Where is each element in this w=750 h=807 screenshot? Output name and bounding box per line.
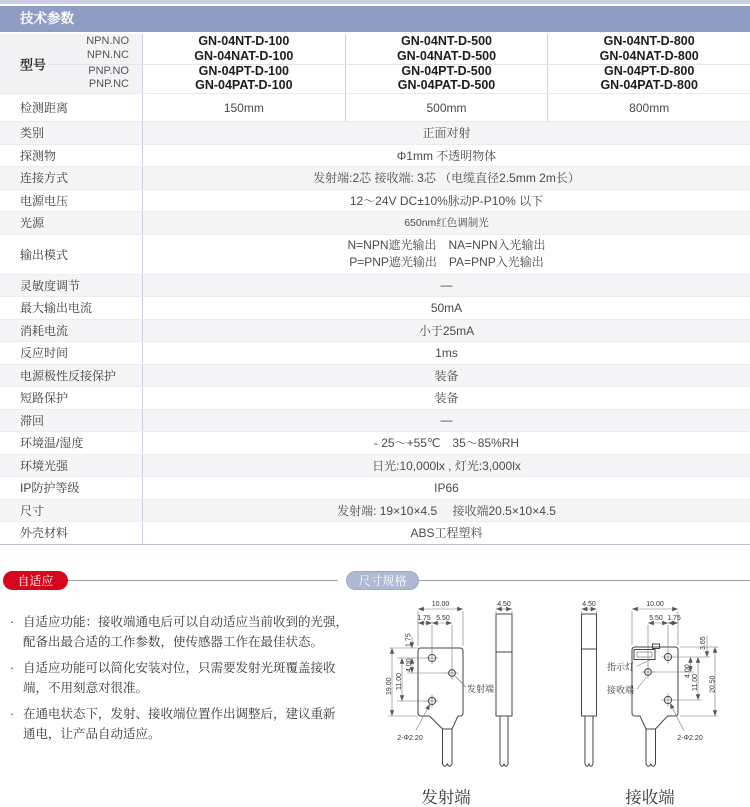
dimension-label: 11.00 — [396, 673, 403, 690]
table-row — [0, 145, 750, 168]
note-text: 自适应功能：接收端通电后可以自动适应当前收到的光强， — [23, 615, 349, 629]
row-label: 输出模式 — [0, 235, 143, 274]
row-label: 环境温/湿度 — [0, 432, 143, 454]
row-value: 1ms — [435, 345, 458, 360]
row-label: 电源极性反接保护 — [0, 365, 143, 387]
sublabel: NPN.NC — [86, 48, 129, 61]
row-label: 尺寸 — [0, 500, 143, 522]
row-label: 光源 — [0, 212, 143, 234]
pnp-sublabels — [86, 64, 129, 94]
dimension-label: 10.00 — [431, 601, 450, 608]
note-item — [8, 612, 348, 652]
note-item — [8, 658, 348, 698]
row-value: 装备 — [434, 391, 459, 406]
distance-value: 800mm — [629, 100, 670, 115]
sublabel: NPN.NO — [86, 35, 129, 48]
table-row — [0, 320, 750, 343]
distance-row — [0, 94, 750, 122]
adaptive-badge: 自适应 — [3, 571, 68, 590]
adaptive-section-line — [68, 580, 338, 581]
model-number: GN-04NT-D-800 — [603, 34, 695, 49]
table-row — [0, 455, 750, 478]
row-label: 探测物 — [0, 145, 143, 167]
model-number: GN-04NT-D-100 — [198, 34, 290, 49]
table-row — [0, 297, 750, 320]
dimension-drawings — [350, 590, 750, 807]
dimension-section-line — [419, 580, 750, 581]
table-row — [0, 122, 750, 145]
model-number: GN-04PAT-D-800 — [600, 78, 698, 93]
model-number: GN-04PAT-D-100 — [195, 78, 293, 93]
dimension-label: 20.50 — [709, 675, 717, 693]
transmitter-pointer-label: 发射端 — [467, 684, 495, 694]
model-row-divider — [48, 64, 750, 65]
sublabel: PNP.NC — [88, 78, 129, 91]
table-row — [0, 275, 750, 298]
row-value: 小于25mA — [418, 323, 475, 338]
receiver-pointer-label: 接收端 — [607, 685, 635, 695]
table-row — [0, 342, 750, 365]
table-row — [0, 432, 750, 455]
row-value: — — [440, 413, 453, 428]
row-value: 12～24V DC±10%脉动P-P10% 以下 — [349, 193, 544, 208]
model-row — [0, 34, 750, 94]
row-value — [143, 235, 750, 274]
dimension-label: 11.00 — [692, 674, 699, 691]
table-row — [0, 235, 750, 275]
note-text: 在通电状态下，发射、接收端位置作出调整后，建议重新 — [23, 707, 336, 721]
row-label: IP防护等级 — [0, 477, 143, 499]
dimension-label: 4.50 — [582, 601, 596, 608]
model-number: GN-04NAT-D-100 — [194, 48, 294, 63]
dimension-badge: 尺寸规格 — [346, 571, 419, 590]
model-number: GN-04NT-D-500 — [401, 34, 492, 49]
model-number: GN-04NAT-D-800 — [599, 48, 699, 63]
model-number: GN-04PAT-D-500 — [397, 78, 496, 93]
note-text: 配备出最合适的工作参数，使传感器工作在最佳状态。 — [23, 635, 324, 649]
note-text: 自适应功能可以简化安装对位，只需要发射光斑覆盖接收 — [23, 661, 336, 675]
table-row — [0, 167, 750, 190]
note-text: 端，不用刻意对很准。 — [23, 681, 149, 695]
led-pointer-label: 指示灯 — [607, 662, 635, 672]
npn-sublabels — [86, 34, 129, 64]
row-label: 反应时间 — [0, 342, 143, 364]
row-value: 正面对射 — [422, 126, 471, 141]
table-row — [0, 522, 750, 545]
table-row — [0, 477, 750, 500]
row-value: 发射端: 19×10×4.5 接收端20.5×10×4.5 — [337, 503, 556, 518]
row-value: 50mA — [430, 300, 463, 315]
row-value: — — [440, 278, 453, 293]
row-label: 滞回 — [0, 410, 143, 432]
section-title-bar — [0, 6, 750, 32]
row-label: 灵敏度调节 — [0, 275, 143, 297]
sublabel: PNP.NO — [88, 64, 129, 77]
transmitter-caption: 发射端 — [421, 789, 471, 807]
row-value: Φ1mm 不透明物体 — [396, 148, 497, 163]
row-value: 发射端:2芯 接收端: 3芯 （电缆直径2.5mm 2m长） — [313, 171, 580, 186]
row-label: 环境光强 — [0, 455, 143, 477]
bullet-marker: · — [10, 615, 15, 629]
output-mode-line: N=NPN遮光输出 NA=NPN入光输出 — [347, 238, 546, 252]
distance-value: 500mm — [346, 94, 549, 121]
dimension-label: 19.00 — [386, 677, 393, 695]
dimension-label: 1.75 — [417, 615, 431, 622]
note-item — [8, 704, 348, 744]
row-label: 类别 — [0, 122, 143, 144]
table-row — [0, 500, 750, 523]
row-value: - 25～+55℃ 35～85%RH — [373, 436, 520, 451]
model-number: GN-04PT-D-800 — [604, 63, 695, 78]
receiver-drawing — [582, 601, 720, 807]
row-label: 短路保护 — [0, 387, 143, 409]
page-title: 技术参数 — [20, 11, 74, 26]
transmitter-drawing — [386, 601, 512, 807]
dimension-label: 4.50 — [497, 601, 511, 608]
model-number: GN-04NAT-D-500 — [396, 48, 497, 63]
row-value: 装备 — [434, 368, 459, 383]
row-value: ABS工程塑料 — [410, 526, 483, 541]
row-label: 电源电压 — [0, 190, 143, 212]
table-row — [0, 410, 750, 433]
model-row-title: 型号 — [20, 57, 47, 72]
adaptive-notes — [8, 612, 348, 750]
table-row — [0, 387, 750, 410]
row-label: 消耗电流 — [0, 320, 143, 342]
dimension-label: 3.65 — [700, 636, 707, 650]
model-number: GN-04PT-D-500 — [401, 63, 492, 78]
model-number: GN-04PT-D-100 — [198, 63, 289, 78]
bullet-marker: · — [10, 661, 15, 675]
table-row — [0, 212, 750, 235]
dimension-label: 4.00 — [684, 664, 692, 678]
dimension-label: 1.75 — [405, 633, 413, 647]
spec-table — [0, 34, 750, 545]
row-label: 外壳材料 — [0, 522, 143, 544]
bullet-marker: · — [10, 707, 15, 721]
dimension-label: 4.00 — [406, 658, 413, 672]
top-accent-strip — [0, 0, 750, 4]
dimension-label: 1.75 — [667, 615, 681, 622]
dimension-label: 10.00 — [646, 601, 664, 608]
output-mode-line: P=PNP遮光输出 PA=PNP入光输出 — [349, 255, 544, 269]
dimension-label: 2-Φ2.20 — [397, 735, 423, 742]
distance-value: 150mm — [143, 94, 346, 121]
table-row — [0, 190, 750, 213]
dimension-label: 5.50 — [436, 615, 450, 622]
receiver-caption: 接收端 — [625, 789, 675, 807]
note-text: 通电，让产品自动适应。 — [23, 727, 161, 741]
dimension-label: 2-Φ2.20 — [677, 735, 703, 742]
table-row — [0, 365, 750, 388]
row-value: 650nm红色调制光 — [404, 217, 489, 230]
row-label: 最大输出电流 — [0, 297, 143, 319]
row-value: IP66 — [434, 480, 459, 495]
row-label: 检测距离 — [0, 94, 143, 121]
dimension-label: 5.50 — [649, 615, 663, 622]
row-value: 日光:10,000lx , 灯光:3,000lx — [372, 458, 521, 473]
row-label: 连接方式 — [0, 167, 143, 189]
